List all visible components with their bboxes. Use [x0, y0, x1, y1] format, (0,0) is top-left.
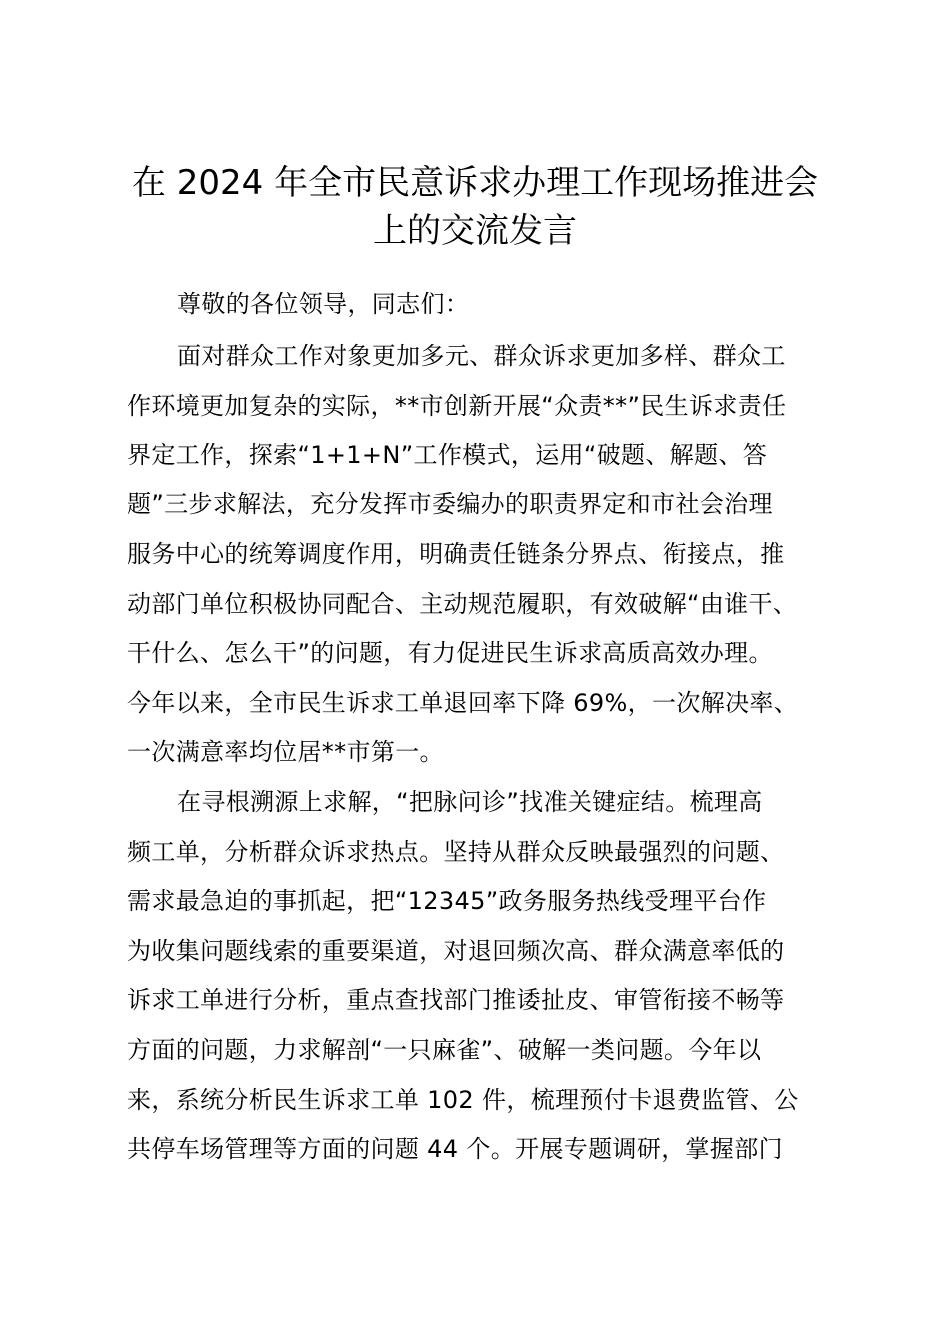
salutation: 尊敬的各位领导，同志们： [177, 290, 470, 318]
paragraph-line: 诉求工单进行分析，重点查找部门推诿扯皮、审管衔接不畅等 [127, 986, 785, 1014]
paragraph-line: 方面的问题，力求解剖“一只麻雀”、破解一类问题。今年以 [127, 1036, 762, 1064]
paragraph-line: 动部门单位积极协同配合、主动规范履职，有效破解“由谁干、 [127, 590, 798, 618]
document-title-line-2: 上的交流发言 [373, 211, 577, 251]
paragraph-line: 题”三步求解法，充分发挥市委编办的职责界定和市社会治理 [127, 490, 773, 518]
paragraph-line: 服务中心的统筹调度作用，明确责任链条分界点、衔接点，推 [127, 540, 785, 568]
paragraph-line: 需求最急迫的事抓起，把“12345”政务服务热线受理平台作 [127, 887, 767, 915]
paragraph-line: 来，系统分析民生诉求工单 102 件，梳理预付卡退费监管、公 [127, 1086, 799, 1114]
paragraph-line: 共停车场管理等方面的问题 44 个。开展专题调研，掌握部门 [127, 1135, 783, 1163]
document-title-line-1: 在 2024 年全市民意诉求办理工作现场推进会 [131, 163, 819, 203]
paragraph-line: 一次满意率均位居**市第一。 [127, 738, 444, 766]
paragraph-line: 面对群众工作对象更加多元、群众诉求更加多样、群众工 [177, 342, 786, 370]
paragraph-line: 界定工作，探索“1+1+N”工作模式，运用“破题、解题、答 [127, 441, 768, 469]
paragraph-line: 作环境更加复杂的实际，**市创新开展“众责**”民生诉求责任 [127, 392, 787, 420]
paragraph-line: 今年以来，全市民生诉求工单退回率下降 69%，一次解决率、 [127, 689, 799, 717]
paragraph-line: 频工单，分析群众诉求热点。坚持从群众反映最强烈的问题、 [127, 838, 785, 866]
paragraph-line: 为收集问题线索的重要渠道，对退回频次高、群众满意率低的 [127, 937, 785, 965]
paragraph-line: 在寻根溯源上求解，“把脉问诊”找准关键症结。梳理高 [177, 788, 763, 816]
paragraph-line: 干什么、怎么干”的问题，有力促进民生诉求高质高效办理。 [127, 639, 773, 667]
